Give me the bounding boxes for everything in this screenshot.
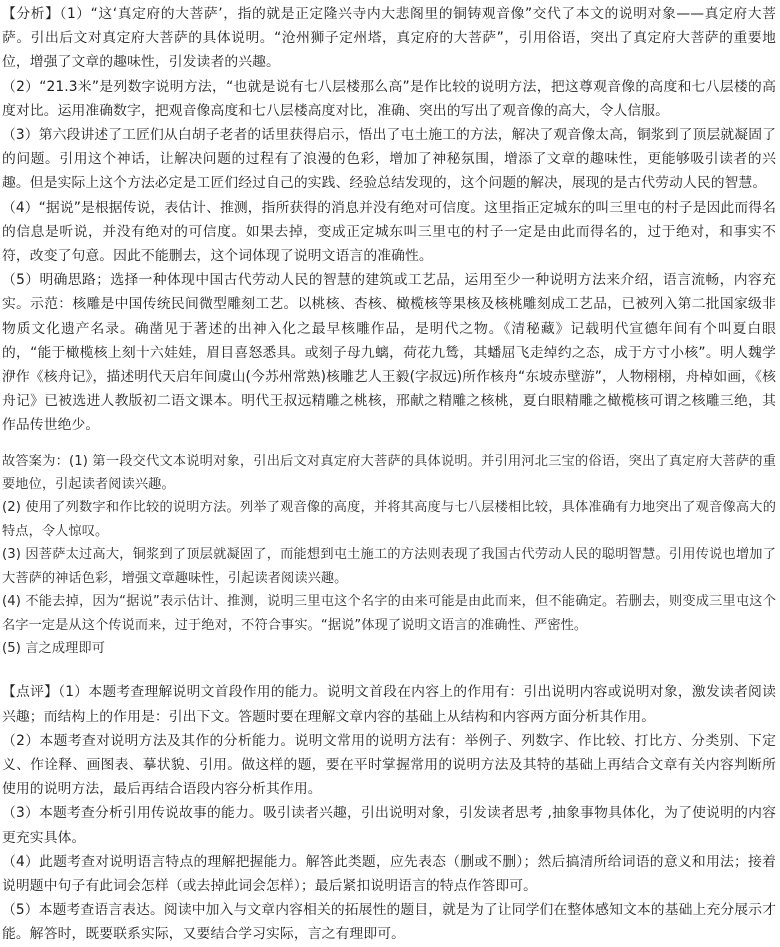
analysis-section [2,2,776,438]
comment-section [2,680,776,946]
comment-paragraph-3: （3）本题考查分析引用传说故事的能力。吸引读者兴趣，引出说明对象，引发读者思考 ,抽象事物具体化，为了使说明的内容更充实具体。 [2,805,776,846]
answer-paragraph-3: (3) 因菩萨太过高大，铜浆到了顶层就凝固了，而能想到屯土施工的方法则表现了我国古代劳动人民的聪明智慧。引用传说也增加了大菩萨的神话色彩，增强文章趣味性，引起读者阅读兴趣。 [2,547,776,586]
comment-paragraph-2: （2）本题考查对说明方法及其作的分析能力。说明文常用的说明方法有：举例子、列数字、作比较、打比方、分类别、下定义、作诠释、画图表、摹状貌、引用。做这样的题，要在平时掌握常用的说明方法及其特的基础上再结合文章有关内容判断所使用的说明方法，最后再结合语段内容分析其作用。 [2,732,776,798]
answer-paragraph-4: (4) 不能去掉，因为“据说”表示估计、推测，说明三里屯这个名字的由来可能是由此而来，但不能确定。若删去，则变成三里屯这个名字一定是从这个传说而来，过于绝对，不符合事实。“据说”体现了说明文语言的准确性、严密性。 [2,594,776,633]
analysis-paragraph-2: （2）“21.3米”是列数字说明方法，“也就是说有七八层楼那么高”是作比较的说明方法，把这尊观音像的高度和七八层楼的高度对比。运用准确数字，把观音像高度和七八层楼高度对比，准确、突出的写出了观音像的高大，令人信服。 [2,78,776,119]
analysis-paragraph-4: （4）“据说”是根据传说，表估计、推测，指所获得的消息并没有绝对可信度。这里指正定城东的叫三里屯的村子是因此而得名的信息是听说，并没有绝对的可信度。如果去掉，变成正定城东叫三里屯的村子一定是由此而得名的，过于绝对，和事实不符，改变了句意。因此不能删去，这个词体现了说明文语言的准确性。 [2,199,776,265]
comment-paragraph-1: 【点评】（1）本题考查理解说明文首段作用的能力。说明文首段在内容上的作用有：引出说明内容或说明对象，激发读者阅读兴趣；而结构上的作用是：引出下文。答题时要在理解文章内容的基础上从结构和内容两方面分析其作用。 [2,684,776,725]
analysis-paragraph-3: （3）第六段讲述了工匠们从白胡子老者的话里获得启示，悟出了屯土施工的方法，解决了观音像太高，铜浆到了顶层就凝固了的问题。引用这个神话，让解决问题的过程有了浪漫的色彩，增加了神秘氛围，增添了文章的趣味性，更能够吸引读者的兴趣。但是实际上这个方法必定是工匠们经过自己的实践、经验总结发现的，这个问题的解决，展现的是古代劳动人民的智慧。 [2,127,776,192]
analysis-paragraph-5: （5）明确思路；选择一种体现中国古代劳动人民的智慧的建筑或工艺品，运用至少一种说明方法来介绍，语言流畅，内容充实。示范：核雕是中国传统民间微型雕刻工艺。以桃核、杏核、橄榄核等果核及核桃雕刻成工艺品，已被列入第二批国家级非物质文化遗产名录。确凿见于著述的出神入化之最早核雕作品，是明代之物。《清秘藏》记载明代宣德年间有个叫夏白眼的，“能于橄榄核上刻十六娃娃，眉目喜怒悉具。或刻子母九螭，荷花九鸶，其蟠屈飞走绰约之态，成于方寸小核”。明人魏学洢作《核舟记》，描述明代天启年间虞山(今苏州常熟)核雕艺人王毅(字叔远)所作核舟“东坡赤壁游”，人物栩栩，舟棹如画，《核舟记》已被选进人教版初二语文课本。明代王叔远精雕之桃核，邢献之精雕之核桃，夏白眼精雕之橄榄核可谓之核雕三绝，其作品传世绝少。 [2,272,776,434]
answer-paragraph-1: 故答案为：(1) 第一段交代文本说明对象，引出后文对真定府大菩萨的具体说明。并引用河北三宝的俗语，突出了真定府大菩萨的重要地位，引起读者阅读兴趣。 [2,453,776,493]
analysis-paragraph-1: 【分析】（1）“这‘真定府的大菩萨’，指的就是正定隆兴寺内大悲阁里的铜铸观音像”交代了本文的说明对象——真定府大菩萨。引出后文对真定府大菩萨的具体说明。“沧州狮子定州塔，真定府的大菩萨”，引用俗语，突出了真定府大菩萨的重要地位，增强了文章的趣味性，引发读者的兴趣。 [2,6,776,71]
answer-section [2,450,776,661]
comment-paragraph-5: （5）本题考查语言表达。阅读中加入与文章内容相关的拓展性的题目，就是为了让同学们在整体感知文本的基础上充分展示才能。解答时，既要联系实际，又要结合学习实际，言之有理即可。 [2,902,776,943]
answer-paragraph-5: (5) 言之成理即可 [2,640,105,656]
comment-paragraph-4: （4）此题考查对说明语言特点的理解把握能力。解答此类题，应先表态（删或不删）；然后搞清所给词语的意义和用法；接着说明题中句子有此词会怎样（或去掉此词会怎样）；最后紧扣说明语言的特点作答即可。 [2,853,776,894]
answer-paragraph-2: (2) 使用了列数字和作比较的说明方法。列举了观音像的高度，并将其高度与七八层楼相比较，具体准确有力地突出了观音像高大的特点，令人惊叹。 [2,500,776,539]
